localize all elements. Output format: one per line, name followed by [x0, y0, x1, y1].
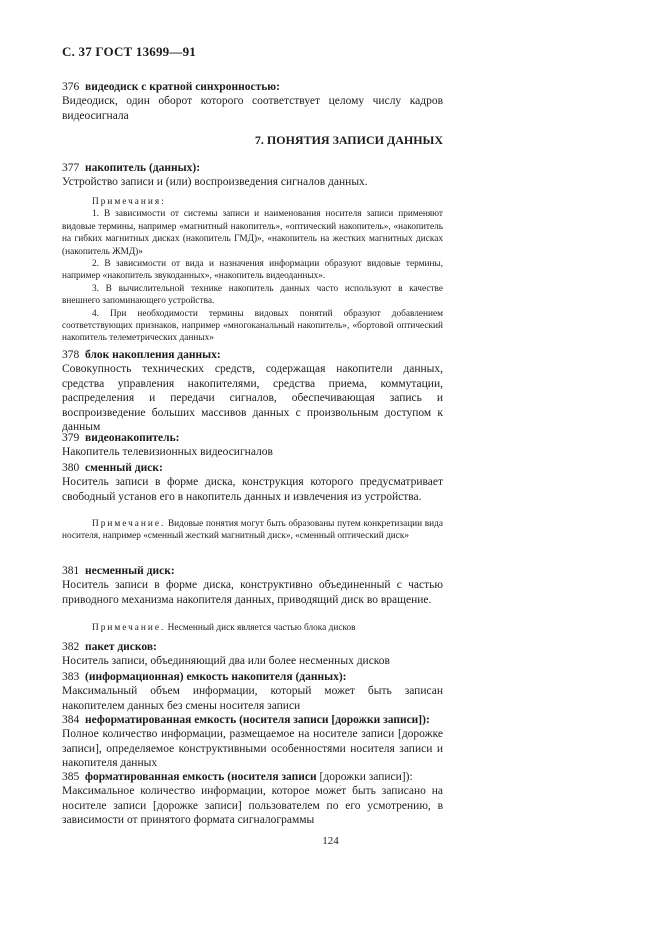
entry-380: [62, 461, 443, 504]
section-title: 7. ПОНЯТИЯ ЗАПИСИ ДАННЫХ: [254, 133, 443, 147]
notes-label: Примечания:: [92, 197, 166, 207]
entry-number: 376: [62, 81, 80, 93]
page-number: 124: [322, 835, 339, 847]
entry-number: 381: [62, 565, 80, 577]
entry-title: [62, 431, 443, 445]
note-text: Видовые понятия могут быть образованы путем конкретизации вида носителя, например «сменный жесткий магнитный диск», «сменный оптический диск»: [62, 519, 443, 542]
note-1: 1. В зависимости от системы записи и наименования носителя записи применяют видовые термины, например «магнитный накопитель», «оптический накопитель», «накопитель на гибких магнитных дисках (накопитель ГМД)», «накопитель на жестких магнитных дисках (накопитель ЖМД)»: [62, 209, 443, 257]
entry-term: несменный диск:: [85, 565, 175, 577]
note-381: [62, 622, 443, 634]
entry-definition: Максимальный объем информации, который может быть записан накопителем данных без смены носителя записи: [62, 685, 443, 712]
entry-378: [62, 348, 443, 435]
entry-definition: Носитель записи в форме диска, конструктивно объединенный с частью приводного механизма накопителя данных, приводящий диск во вращение.: [62, 579, 443, 606]
note-text: Несменный диск является частью блока дисков: [167, 623, 356, 633]
entry-term: блок накопления данных:: [85, 349, 221, 361]
note-label: Примечание.: [92, 519, 166, 529]
entry-definition: Совокупность технических средств, содержащая накопители данных, средства управления накопителями, средства приема, коммутации, распределения и передачи сигналов, обеспечивающая запись и воспроизведение больших массивов данных с произвольным доступом к данным: [62, 363, 443, 434]
entry-definition: Максимальное количество информации, которое может быть записано на носителе записи [дорожке записи] пользователем по его усмотрению, в зависимости от принятого формата сигналограммы: [62, 785, 443, 827]
entry-term: форматированная емкость (носителя записи: [85, 771, 317, 783]
entry-384: [62, 713, 443, 771]
entry-definition: Устройство записи и (или) воспроизведения сигналов данных.: [62, 176, 368, 188]
entry-title: [62, 770, 443, 784]
entry-title: [62, 348, 443, 362]
entry-381: [62, 564, 443, 607]
note-4: 4. При необходимости термины видовых понятий образуют добавлением соответствующих признаков, например «многоканальный накопитель», «бортовой оптический накопитель телеметрических данных»: [62, 308, 443, 344]
entry-title: [62, 564, 443, 578]
note-380: [62, 518, 443, 543]
entry-number: 380: [62, 462, 80, 474]
entry-term: (информационная) емкость накопителя (данных):: [85, 671, 347, 683]
entry-title: [62, 713, 443, 727]
note-2: 2. В зависимости от вида и назначения информации образуют видовые термины, например «накопитель звукоданных», «накопитель видеоданных».: [62, 259, 443, 282]
entry-term-tail: [дорожки записи]):: [319, 771, 413, 783]
note-label: Примечание.: [92, 623, 166, 633]
entry-title: [62, 80, 443, 94]
entry-383: [62, 670, 443, 713]
entry-377: [62, 161, 443, 190]
entry-number: 377: [62, 162, 80, 174]
entry-term: накопитель (данных):: [85, 162, 201, 174]
entry-term: видеонакопитель:: [85, 432, 180, 444]
entry-definition: Видеодиск, один оборот которого соответствует целому числу кадров видеосигнала: [62, 95, 443, 122]
entry-title: [62, 461, 443, 475]
entry-term: неформатированная емкость (носителя записи [дорожки записи]):: [85, 714, 430, 726]
entry-term: сменный диск:: [85, 462, 163, 474]
entry-title: [62, 161, 443, 175]
entry-385: [62, 770, 443, 828]
entry-number: 379: [62, 432, 80, 444]
entry-title: [62, 640, 443, 654]
entry-definition: Накопитель телевизионных видеосигналов: [62, 446, 273, 458]
entry-title: [62, 670, 443, 684]
entry-379: [62, 431, 443, 460]
notes-377: [62, 196, 443, 345]
entry-number: 384: [62, 714, 80, 726]
entry-term: видеодиск с кратной синхронностью:: [85, 81, 280, 93]
entry-number: 385: [62, 771, 80, 783]
entry-382: [62, 640, 443, 669]
entry-definition: Носитель записи, объединяющий два или более несменных дисков: [62, 655, 390, 667]
entry-376: [62, 80, 443, 123]
note-3: 3. В вычислительной технике накопитель данных часто используют в качестве внешнего запоминающего устройства.: [62, 283, 443, 307]
page-header: С. 37 ГОСТ 13699—91: [62, 44, 196, 59]
entry-number: 378: [62, 349, 80, 361]
entry-definition: Полное количество информации, размещаемое на носителе записи [дорожке записи], определяемое конструктивными особенностями носителя записи и накопителя данных: [62, 728, 443, 770]
entry-number: 383: [62, 671, 80, 683]
entry-definition: Носитель записи в форме диска, конструкция которого предусматривает свободный установ его в накопитель данных и извлечения из устройства.: [62, 476, 443, 503]
entry-number: 382: [62, 641, 80, 653]
entry-term: пакет дисков:: [85, 641, 157, 653]
